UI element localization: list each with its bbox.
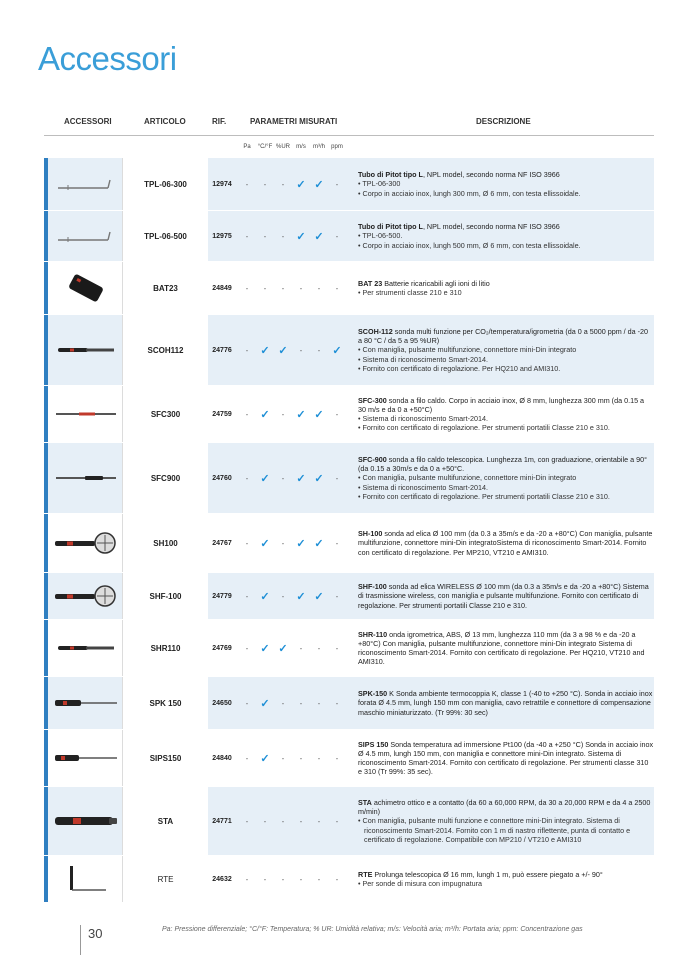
row-accent-bar xyxy=(44,443,48,513)
rif-cell: 24632 xyxy=(212,875,232,883)
rif-cell: 12974 xyxy=(212,180,232,188)
param-dash: - xyxy=(317,345,321,355)
param-dash: - xyxy=(245,179,249,189)
param-header-5: ppm xyxy=(331,144,343,150)
header-accessori: ACCESSORI xyxy=(64,117,112,126)
param-dash: - xyxy=(317,753,321,763)
param-dash: - xyxy=(317,643,321,653)
page-number: 30 xyxy=(88,926,103,941)
header-parametri: PARAMETRI MISURATI xyxy=(250,117,338,126)
param-dash: - xyxy=(335,643,339,653)
param-dash: - xyxy=(281,698,285,708)
table-row xyxy=(44,730,654,786)
description-bullet: • TPL-06-300 xyxy=(358,179,654,188)
description-cell xyxy=(358,730,654,786)
row-accent-bar xyxy=(44,573,48,619)
table-row xyxy=(44,158,654,210)
description-head: SIPS 150 Sonda temperatura ad immersione Pt100 (da -40 a +250 °C) Sonda in acciaio inox Ø 4.5 mm, lungh 150 mm, con maniglia e connettore mini-Din integrato. Sistema di riconoscimento Smart-2014. Fornito con certificato di regolazione. Per strumenti classe 310 e 310 (Tr 99%: 35 sec). xyxy=(358,739,654,777)
param-dash: - xyxy=(245,643,249,653)
description-bullet: • Fornito con certificato di regolazione. Per strumenti portatili Classe 210 e 310. xyxy=(358,423,654,432)
checkmark-icon: ✓ xyxy=(296,537,306,550)
param-dash: - xyxy=(281,409,285,419)
header-descrizione: DESCRIZIONE xyxy=(476,117,531,126)
param-dash: - xyxy=(281,283,285,293)
description-bullet: • Fornito con certificato di regolazione. Per strumenti portatili Classe 210 e 310. xyxy=(358,492,654,501)
articolo-cell: SPK 150 xyxy=(122,677,208,729)
param-dash: - xyxy=(245,345,249,355)
checkmark-icon: ✓ xyxy=(260,752,270,765)
param-dash: - xyxy=(281,538,285,548)
description-head: RTE Prolunga telescopica Ø 16 mm, lungh 1 m, può essere piegato a +/- 90° xyxy=(358,869,603,879)
checkmark-icon: ✓ xyxy=(296,590,306,603)
checkmark-icon: ✓ xyxy=(296,472,306,485)
param-dash: - xyxy=(245,698,249,708)
description-head: SPK-150 K Sonda ambiente termocoppia K, classe 1 (-40 to +250 °C). Sonda in acciaio inox forata Ø 4.5 mm, lungh 150 mm con maniglia, cavo retrattile e connettore di compensazione maschio miniaturizzato. (Tr 99%: 30 sec) xyxy=(358,689,653,717)
description-cell xyxy=(358,573,654,619)
articolo-cell: SHR110 xyxy=(122,620,208,676)
param-dash: - xyxy=(281,473,285,483)
description-bullet: • Corpo in acciaio inox, lungh 500 mm, Ø 6 mm, con testa ellissoidale. xyxy=(358,241,654,250)
description-cell xyxy=(358,158,654,210)
page-title: Accessori xyxy=(38,40,177,77)
description-cell xyxy=(358,443,654,513)
immersion-probe-icon xyxy=(50,730,122,786)
description-bullet: • Con maniglia, pulsante multi funzione e connettore mini-Din integrato. Sistema di riconoscimento Smart-2014. Fornito con 1 m di nastro riflettente, punta di contatto e certificato di regolazione. Compatibile con MP210 / VT210 e AMI310 xyxy=(358,816,654,844)
articolo-cell: TPL-06-500 xyxy=(122,211,208,261)
param-dash: - xyxy=(335,231,339,241)
checkmark-icon: ✓ xyxy=(260,472,270,485)
thermocouple-probe-icon xyxy=(50,677,122,729)
articolo-cell: SFC900 xyxy=(122,443,208,513)
param-dash: - xyxy=(245,231,249,241)
hot-wire-probe-icon xyxy=(50,386,122,442)
vane-probe-icon xyxy=(50,514,122,572)
param-dash: - xyxy=(335,283,339,293)
description-cell xyxy=(358,514,654,572)
description-head: BAT 23 Batterie ricaricabili agli ioni di litio xyxy=(358,278,490,288)
description-head: Tubo di Pitot tipo L, NPL model, secondo norma NF ISO 3966 xyxy=(358,222,560,232)
checkmark-icon: ✓ xyxy=(260,344,270,357)
param-dash: - xyxy=(281,753,285,763)
probe-icon xyxy=(50,315,122,385)
pitot-tube-icon xyxy=(50,211,122,261)
row-accent-bar xyxy=(44,677,48,729)
param-header-4: m³/h xyxy=(313,144,325,150)
param-dash: - xyxy=(281,816,285,826)
param-dash: - xyxy=(335,874,339,884)
extension-rod-icon xyxy=(50,856,122,902)
param-dash: - xyxy=(299,698,303,708)
description-cell xyxy=(358,211,654,261)
description-cell xyxy=(358,856,654,902)
table-row xyxy=(44,677,654,729)
rif-cell: 24840 xyxy=(212,754,232,762)
row-accent-bar xyxy=(44,620,48,676)
description-head: Tubo di Pitot tipo L, NPL model, secondo norma NF ISO 3966 xyxy=(358,170,560,180)
description-cell xyxy=(358,677,654,729)
articolo-cell: SH100 xyxy=(122,514,208,572)
table-row xyxy=(44,315,654,385)
table-row xyxy=(44,856,654,902)
rif-cell: 24767 xyxy=(212,539,232,547)
footer-divider xyxy=(80,925,81,955)
probe-icon xyxy=(50,620,122,676)
checkmark-icon: ✓ xyxy=(278,642,288,655)
table-row xyxy=(44,514,654,572)
param-dash: - xyxy=(335,591,339,601)
param-dash: - xyxy=(245,753,249,763)
row-accent-bar xyxy=(44,730,48,786)
articolo-cell: TPL-06-300 xyxy=(122,158,208,210)
table-header xyxy=(44,110,654,136)
param-dash: - xyxy=(317,283,321,293)
checkmark-icon: ✓ xyxy=(260,697,270,710)
articolo-cell: STA xyxy=(122,787,208,855)
rif-cell: 24769 xyxy=(212,644,232,652)
param-dash: - xyxy=(299,874,303,884)
row-accent-bar xyxy=(44,787,48,855)
articolo-cell: RTE xyxy=(122,856,208,902)
param-dash: - xyxy=(335,816,339,826)
checkmark-icon: ✓ xyxy=(296,230,306,243)
param-header-2: %UR xyxy=(275,144,290,150)
param-dash: - xyxy=(281,591,285,601)
pitot-tube-icon xyxy=(50,158,122,210)
rif-cell: 24849 xyxy=(212,284,232,292)
vane-probe-icon xyxy=(50,573,122,619)
param-dash: - xyxy=(299,643,303,653)
description-bullet: • TPL-06-500. xyxy=(358,231,654,240)
description-cell xyxy=(358,787,654,855)
row-accent-bar xyxy=(44,386,48,442)
battery-pack-icon xyxy=(50,262,122,314)
accessories-table xyxy=(44,110,654,903)
param-dash: - xyxy=(263,816,267,826)
articolo-cell: SHF-100 xyxy=(122,573,208,619)
checkmark-icon: ✓ xyxy=(260,537,270,550)
table-row xyxy=(44,386,654,442)
param-dash: - xyxy=(335,538,339,548)
checkmark-icon: ✓ xyxy=(314,408,324,421)
description-head: SFC-900 sonda a filo caldo telescopica. Lunghezza 1m, con graduazione, orientabile a 90° (da 0.15 a 30m/s e da 0 a +50°C. xyxy=(358,454,647,474)
param-dash: - xyxy=(317,874,321,884)
description-head: SFC-300 sonda a filo caldo. Corpo in acciaio inox, Ø 8 mm, lunghezza 300 mm (da 0.15 a 30 m/s e da 0 a +50°C) xyxy=(358,395,645,414)
checkmark-icon: ✓ xyxy=(314,230,324,243)
description-cell xyxy=(358,315,654,385)
rif-cell: 24771 xyxy=(212,817,232,825)
param-dash: - xyxy=(245,816,249,826)
param-dash: - xyxy=(317,698,321,708)
description-head: SCOH-112 sonda multi funzione per CO₂/temperatura/igrometria (da 0 a 5000 ppm / da -20 a 80 °C / da 5 a 95 %UR) xyxy=(358,326,649,346)
param-dash: - xyxy=(317,816,321,826)
param-dash: - xyxy=(263,179,267,189)
description-head: SHR-110 onda igrometrica, ABS, Ø 13 mm, lunghezza 110 mm (da 3 a 98 % e da -20 a +80°C) Con maniglia, pulsante multifunzione, connettore mini-Din integrato Sistema di riconoscimento Smart-2014. Fornito con certificato di regolazione. Per HQ210, VT210 and AMI310. xyxy=(358,629,645,667)
description-bullet: • Per strumenti classe 210 e 310 xyxy=(358,288,654,297)
checkmark-icon: ✓ xyxy=(314,178,324,191)
header-articolo: ARTICOLO xyxy=(144,117,186,126)
param-dash: - xyxy=(299,283,303,293)
table-row xyxy=(44,262,654,314)
description-bullet: • Corpo in acciaio inox, lungh 300 mm, Ø 6 mm, con testa ellissoidale. xyxy=(358,189,654,198)
description-head: STA achimetro ottico e a contatto (da 60 a 60,000 RPM, da 30 a 20,000 RPM e da 4 a 2500 m/min) xyxy=(358,797,651,817)
param-dash: - xyxy=(245,874,249,884)
checkmark-icon: ✓ xyxy=(314,537,324,550)
table-row xyxy=(44,620,654,676)
description-bullet: • Sistema di riconoscimento Smart-2014. xyxy=(358,414,654,423)
param-dash: - xyxy=(245,409,249,419)
param-dash: - xyxy=(335,473,339,483)
rif-cell: 12975 xyxy=(212,232,232,240)
param-dash: - xyxy=(335,179,339,189)
checkmark-icon: ✓ xyxy=(260,408,270,421)
rif-cell: 24779 xyxy=(212,592,232,600)
param-dash: - xyxy=(299,816,303,826)
checkmark-icon: ✓ xyxy=(260,590,270,603)
description-bullet: • Sistema di riconoscimento Smart-2014. xyxy=(358,355,654,364)
description-bullet: • Per sonde di misura con impugnatura xyxy=(358,879,654,888)
param-dash: - xyxy=(281,874,285,884)
param-dash: - xyxy=(299,753,303,763)
row-accent-bar xyxy=(44,211,48,261)
param-dash: - xyxy=(299,345,303,355)
checkmark-icon: ✓ xyxy=(314,590,324,603)
description-bullet: • Fornito con certificato di regolazione. Per HQ210 and AMI310. xyxy=(358,364,654,373)
row-accent-bar xyxy=(44,315,48,385)
tachometer-icon xyxy=(50,787,122,855)
param-dash: - xyxy=(263,874,267,884)
checkmark-icon: ✓ xyxy=(296,178,306,191)
param-header-3: m/s xyxy=(296,144,306,150)
row-accent-bar xyxy=(44,262,48,314)
checkmark-icon: ✓ xyxy=(332,344,342,357)
param-dash: - xyxy=(245,283,249,293)
param-header-1: °C/°F xyxy=(257,144,273,150)
description-bullet: • Con maniglia, pulsante multifunzione, connettore mini-Din integrato xyxy=(358,473,654,482)
param-dash: - xyxy=(245,473,249,483)
checkmark-icon: ✓ xyxy=(296,408,306,421)
table-row xyxy=(44,787,654,855)
description-bullet: • Con maniglia, pulsante multifunzione, connettore mini-Din integrato xyxy=(358,345,654,354)
row-accent-bar xyxy=(44,856,48,902)
footnote: Pa: Pressione differenziale; °C/°F: Temperatura; % UR: Umidità relativa; m/s: Velocità aria; m³/h: Portata aria; ppm: Concentrazione gas xyxy=(162,926,583,933)
checkmark-icon: ✓ xyxy=(260,642,270,655)
articolo-cell: SCOH112 xyxy=(122,315,208,385)
table-body xyxy=(44,158,654,903)
param-dash: - xyxy=(263,283,267,293)
header-rif: RIF. xyxy=(212,117,227,126)
row-accent-bar xyxy=(44,158,48,210)
param-dash: - xyxy=(335,409,339,419)
rif-cell: 24760 xyxy=(212,474,232,482)
table-row xyxy=(44,573,654,619)
description-head: SHF-100 sonda ad elica WIRELESS Ø 100 mm (da 0.3 a 35m/s e da -20 a +80°C) Sistema di trasmissione wireless, con maniglia e pulsante multifunzione. Fornito con certificato di regolazione. Per strumenti portatili Classe 210 e 310. xyxy=(358,582,649,610)
description-cell xyxy=(358,386,654,442)
param-subheader xyxy=(44,136,654,158)
rif-cell: 24759 xyxy=(212,410,232,418)
articolo-cell: SFC300 xyxy=(122,386,208,442)
table-row xyxy=(44,211,654,261)
description-cell xyxy=(358,262,654,314)
param-dash: - xyxy=(263,231,267,241)
param-dash: - xyxy=(335,698,339,708)
param-dash: - xyxy=(335,753,339,763)
description-cell xyxy=(358,620,654,676)
param-header-0: Pa xyxy=(243,144,251,150)
row-separator xyxy=(44,902,654,903)
telescopic-probe-icon xyxy=(50,443,122,513)
param-dash: - xyxy=(245,591,249,601)
row-accent-bar xyxy=(44,514,48,572)
param-dash: - xyxy=(281,231,285,241)
checkmark-icon: ✓ xyxy=(314,472,324,485)
rif-cell: 24650 xyxy=(212,699,232,707)
rif-cell: 24776 xyxy=(212,346,232,354)
table-row xyxy=(44,443,654,513)
checkmark-icon: ✓ xyxy=(278,344,288,357)
param-dash: - xyxy=(281,179,285,189)
description-head: SH-100 sonda ad elica Ø 100 mm (da 0.3 a 35m/s e da -20 a +80°C) Con maniglia, pulsante multifunzione, connettore mini-Din integratoSistema di riconoscimento Smart-2014. Fornito con certificato di regolazione. Per MP210, VT210 e AMI310. xyxy=(358,529,653,557)
param-dash: - xyxy=(245,538,249,548)
description-bullet: • Sistema di riconoscimento Smart-2014. xyxy=(358,483,654,492)
articolo-cell: SIPS150 xyxy=(122,730,208,786)
articolo-cell: BAT23 xyxy=(122,262,208,314)
